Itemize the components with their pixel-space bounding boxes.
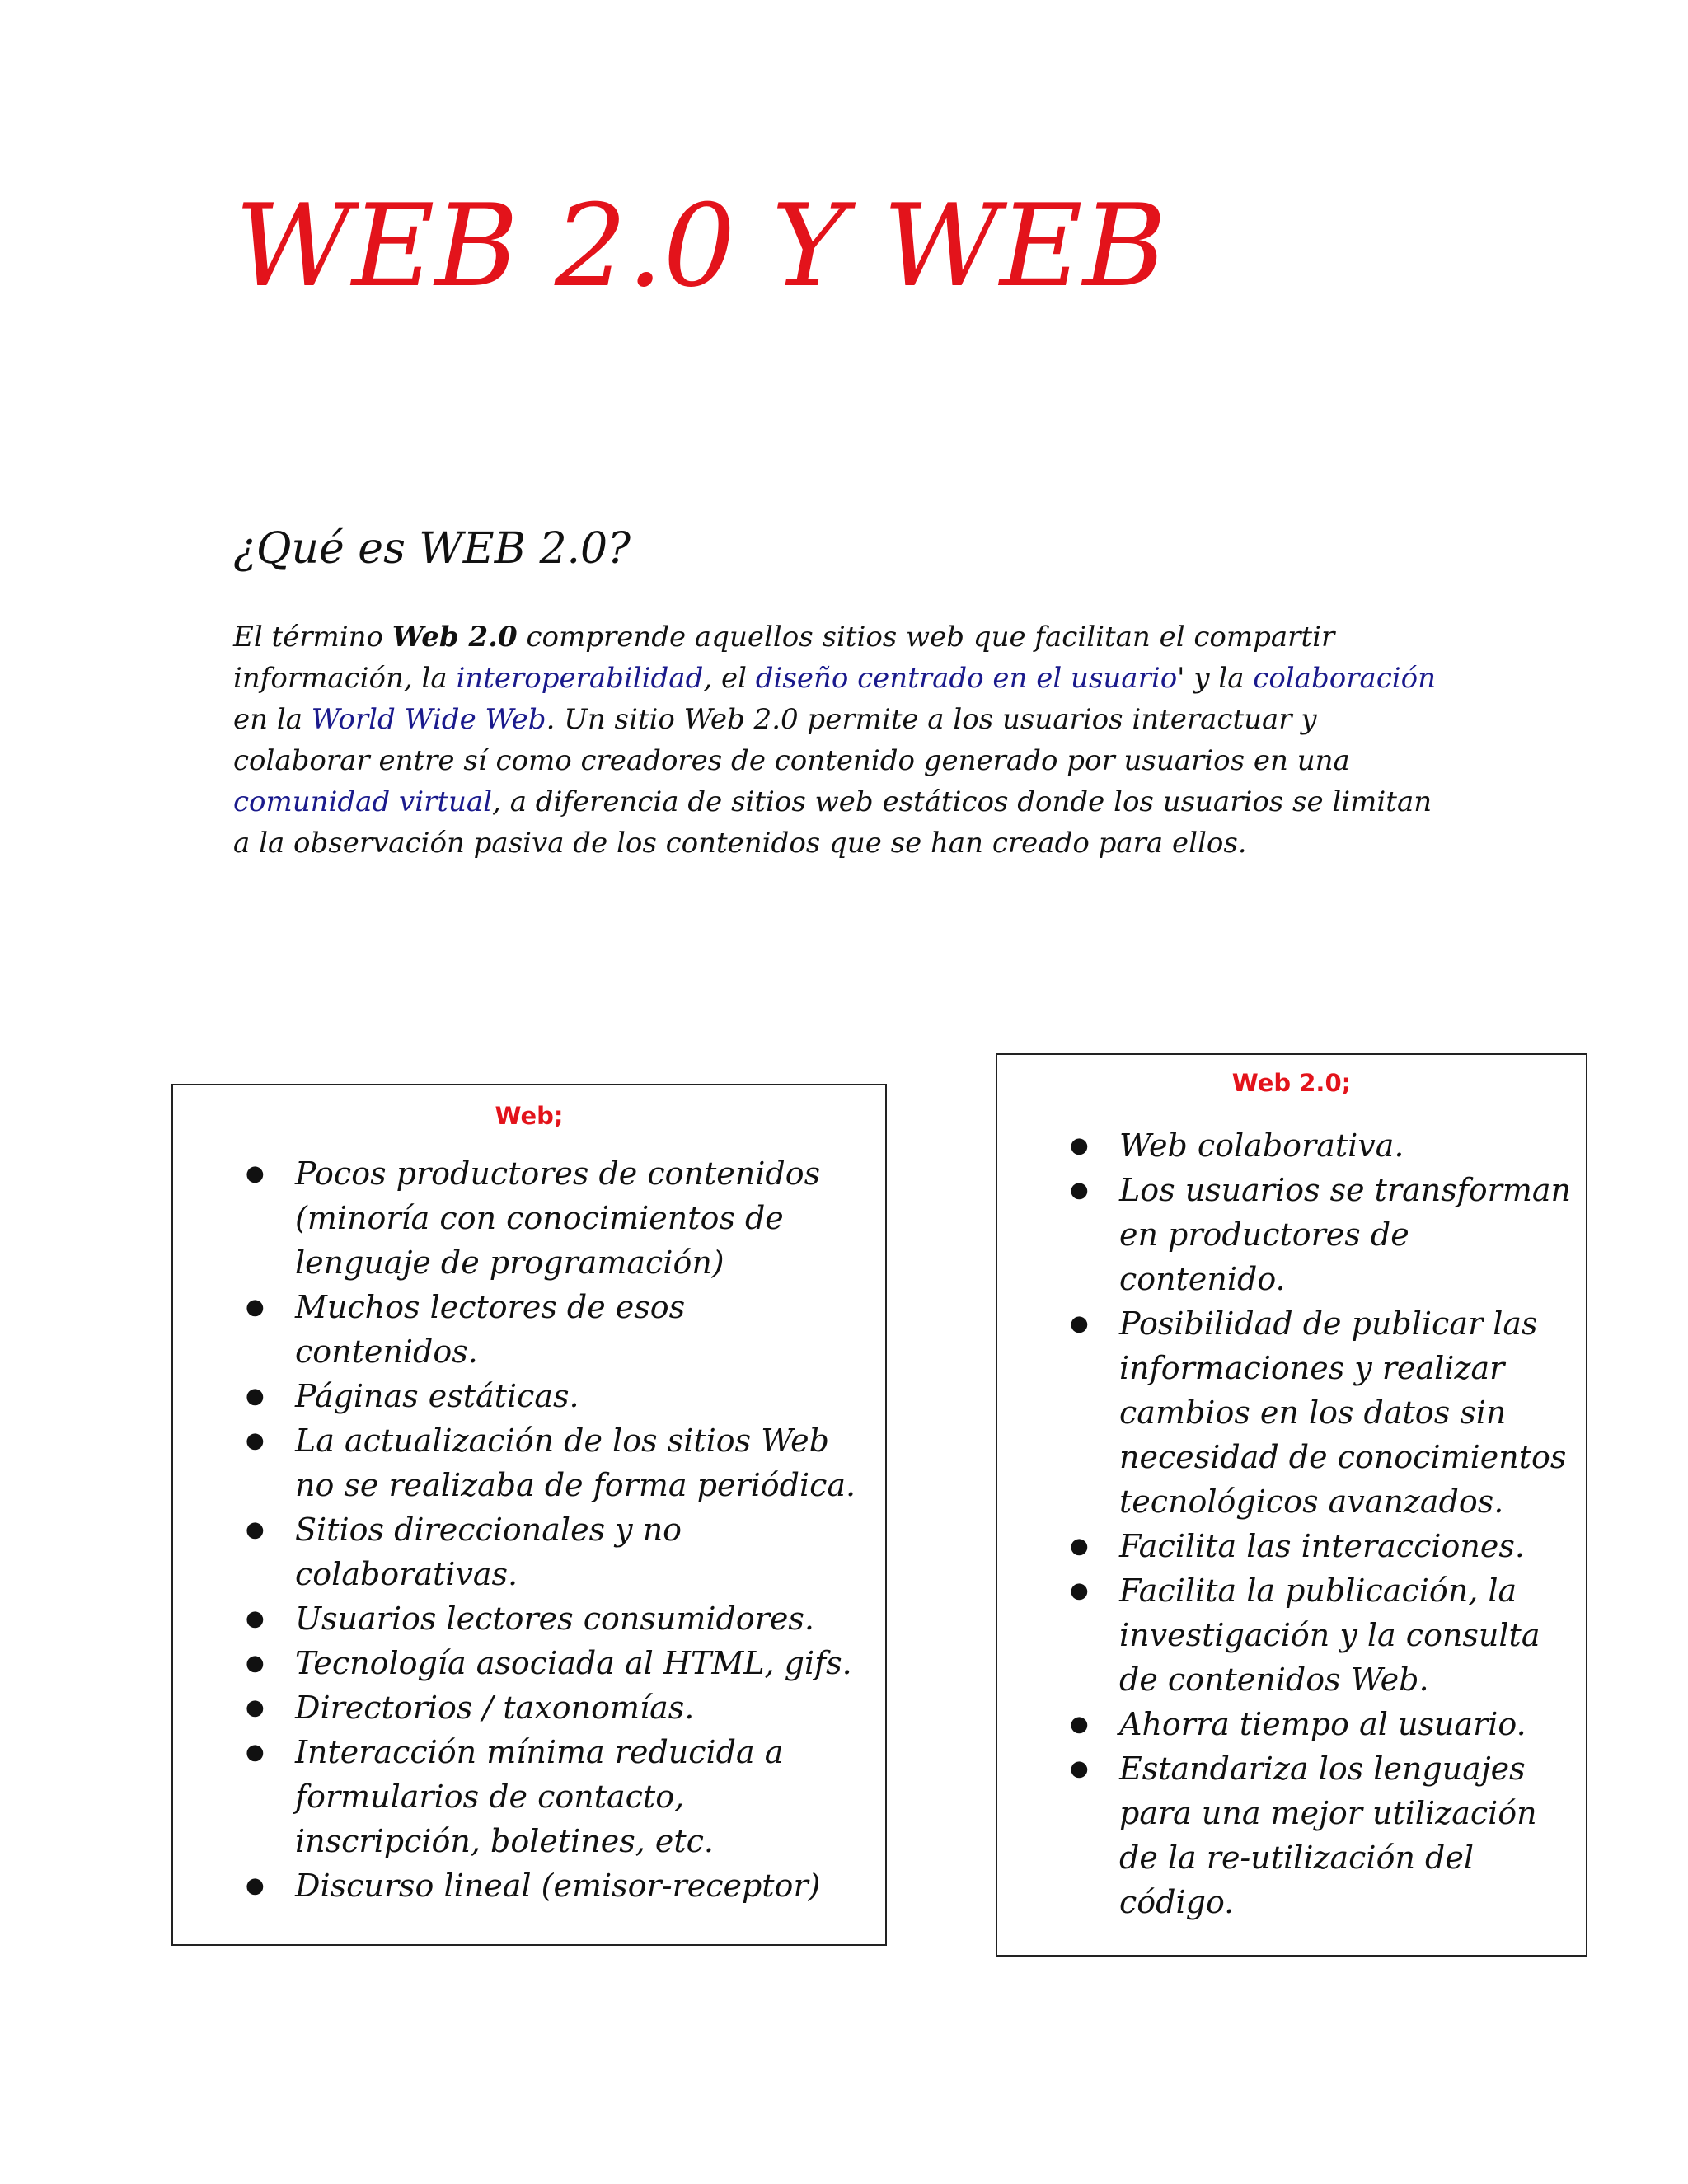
list-item (246, 1730, 872, 1863)
list-item (1070, 1301, 1573, 1524)
bullet-icon: ● (246, 1295, 265, 1319)
link-colaboracion[interactable]: colaboración (1253, 662, 1436, 695)
link-world-wide-web[interactable]: World Wide Web (311, 703, 546, 736)
intro-text: El término (233, 621, 392, 654)
bullet-icon: ● (1070, 1712, 1089, 1736)
bullet-icon: ● (246, 1651, 265, 1675)
list-item (246, 1285, 872, 1374)
bullet-icon: ● (246, 1873, 265, 1898)
bullet-icon: ● (1070, 1756, 1089, 1781)
document-title: WEB 2.0 Y WEB (235, 180, 1167, 312)
list-item-text: Los usuarios se transforman en productores de contenido. (1119, 1172, 1571, 1297)
list-item-text: Web colaborativa. (1119, 1127, 1404, 1164)
web2-box-heading: Web 2.0; (1231, 1069, 1352, 1097)
bullet-icon: ● (246, 1695, 265, 1720)
list-item-text: Muchos lectores de esos contenidos. (295, 1289, 686, 1370)
intro-text: en la (233, 703, 312, 736)
list-item (1070, 1746, 1573, 1924)
list-item-text: Sitios direccionales y no colaborativas. (295, 1511, 682, 1592)
intro-text: , el (703, 662, 756, 695)
bullet-icon: ● (1070, 1133, 1089, 1158)
list-item (1070, 1524, 1573, 1568)
list-item (246, 1418, 872, 1507)
web-box-heading: Web; (495, 1102, 564, 1130)
intro-text: ' y la (1177, 662, 1254, 695)
list-item-text: Estandariza los lenguajes para una mejor utilización de la re-utilización del código. (1119, 1750, 1537, 1920)
web2-box (996, 1053, 1587, 1957)
section-subtitle: ¿Qué es WEB 2.0? (233, 524, 631, 574)
bullet-icon: ● (246, 1428, 265, 1453)
web-box (171, 1084, 887, 1946)
list-item-text: Ahorra tiempo al usuario. (1119, 1706, 1526, 1742)
list-item (1070, 1123, 1573, 1168)
bullet-icon: ● (1070, 1178, 1089, 1202)
list-item (246, 1151, 872, 1285)
list-item-text: La actualización de los sitios Web no se realizaba de forma periódica. (295, 1422, 856, 1503)
list-item (246, 1374, 872, 1418)
web-list (246, 1151, 872, 1908)
list-item (246, 1641, 872, 1685)
list-item-text: Facilita las interacciones. (1119, 1528, 1525, 1564)
intro-text: comprende aquellos sitios web que facilitan el compartir información, la (233, 621, 1335, 695)
bullet-icon: ● (1070, 1578, 1089, 1603)
bullet-icon: ● (246, 1517, 265, 1542)
list-item (1070, 1702, 1573, 1746)
intro-text: , a diferencia de sitios web estáticos donde los usuarios se limitan a la observación pasiva de los contenidos que se han creado para ellos. (233, 785, 1432, 860)
intro-paragraph (233, 616, 1437, 864)
list-item-text: Posibilidad de publicar las informaciones y realizar cambios en los datos sin necesidad de conocimientos tecnológicos avanzados. (1119, 1305, 1567, 1520)
list-item (246, 1863, 872, 1908)
list-item (246, 1596, 872, 1641)
list-item (246, 1507, 872, 1596)
list-item-text: Pocos productores de contenidos (minoría con conocimientos de lenguaje de programación) (295, 1155, 821, 1281)
bullet-icon: ● (246, 1740, 265, 1765)
intro-text: . Un sitio Web 2.0 permite a los usuarios interactuar y colaborar entre sí como creadores de contenido generado por usuarios en una (233, 703, 1350, 777)
list-item-text: Interacción mínima reducida a formularios de contacto, inscripción, boletines, etc. (295, 1734, 784, 1859)
link-interoperabilidad[interactable]: interoperabilidad (456, 662, 704, 695)
list-item-text: Directorios / taxonomías. (295, 1690, 695, 1726)
bullet-icon: ● (246, 1606, 265, 1631)
list-item-text: Tecnología asociada al HTML, gifs. (295, 1645, 852, 1681)
link-diseno-centrado[interactable]: diseño centrado en el usuario (755, 662, 1178, 695)
list-item-text: Usuarios lectores consumidores. (295, 1601, 814, 1637)
list-item (1070, 1568, 1573, 1702)
web2-list (1070, 1123, 1573, 1924)
intro-bold-term: Web 2.0 (392, 621, 518, 654)
bullet-icon: ● (246, 1161, 265, 1186)
link-comunidad-virtual[interactable]: comunidad virtual (233, 785, 493, 818)
list-item-text: Páginas estáticas. (295, 1378, 579, 1414)
bullet-icon: ● (246, 1384, 265, 1408)
bullet-icon: ● (1070, 1534, 1089, 1558)
bullet-icon: ● (1070, 1311, 1089, 1336)
list-item-text: Discurso lineal (emisor-receptor) (295, 1868, 821, 1904)
list-item (246, 1685, 872, 1730)
list-item-text: Facilita la publicación, la investigación y la consulta de contenidos Web. (1119, 1572, 1540, 1698)
list-item (1070, 1168, 1573, 1301)
